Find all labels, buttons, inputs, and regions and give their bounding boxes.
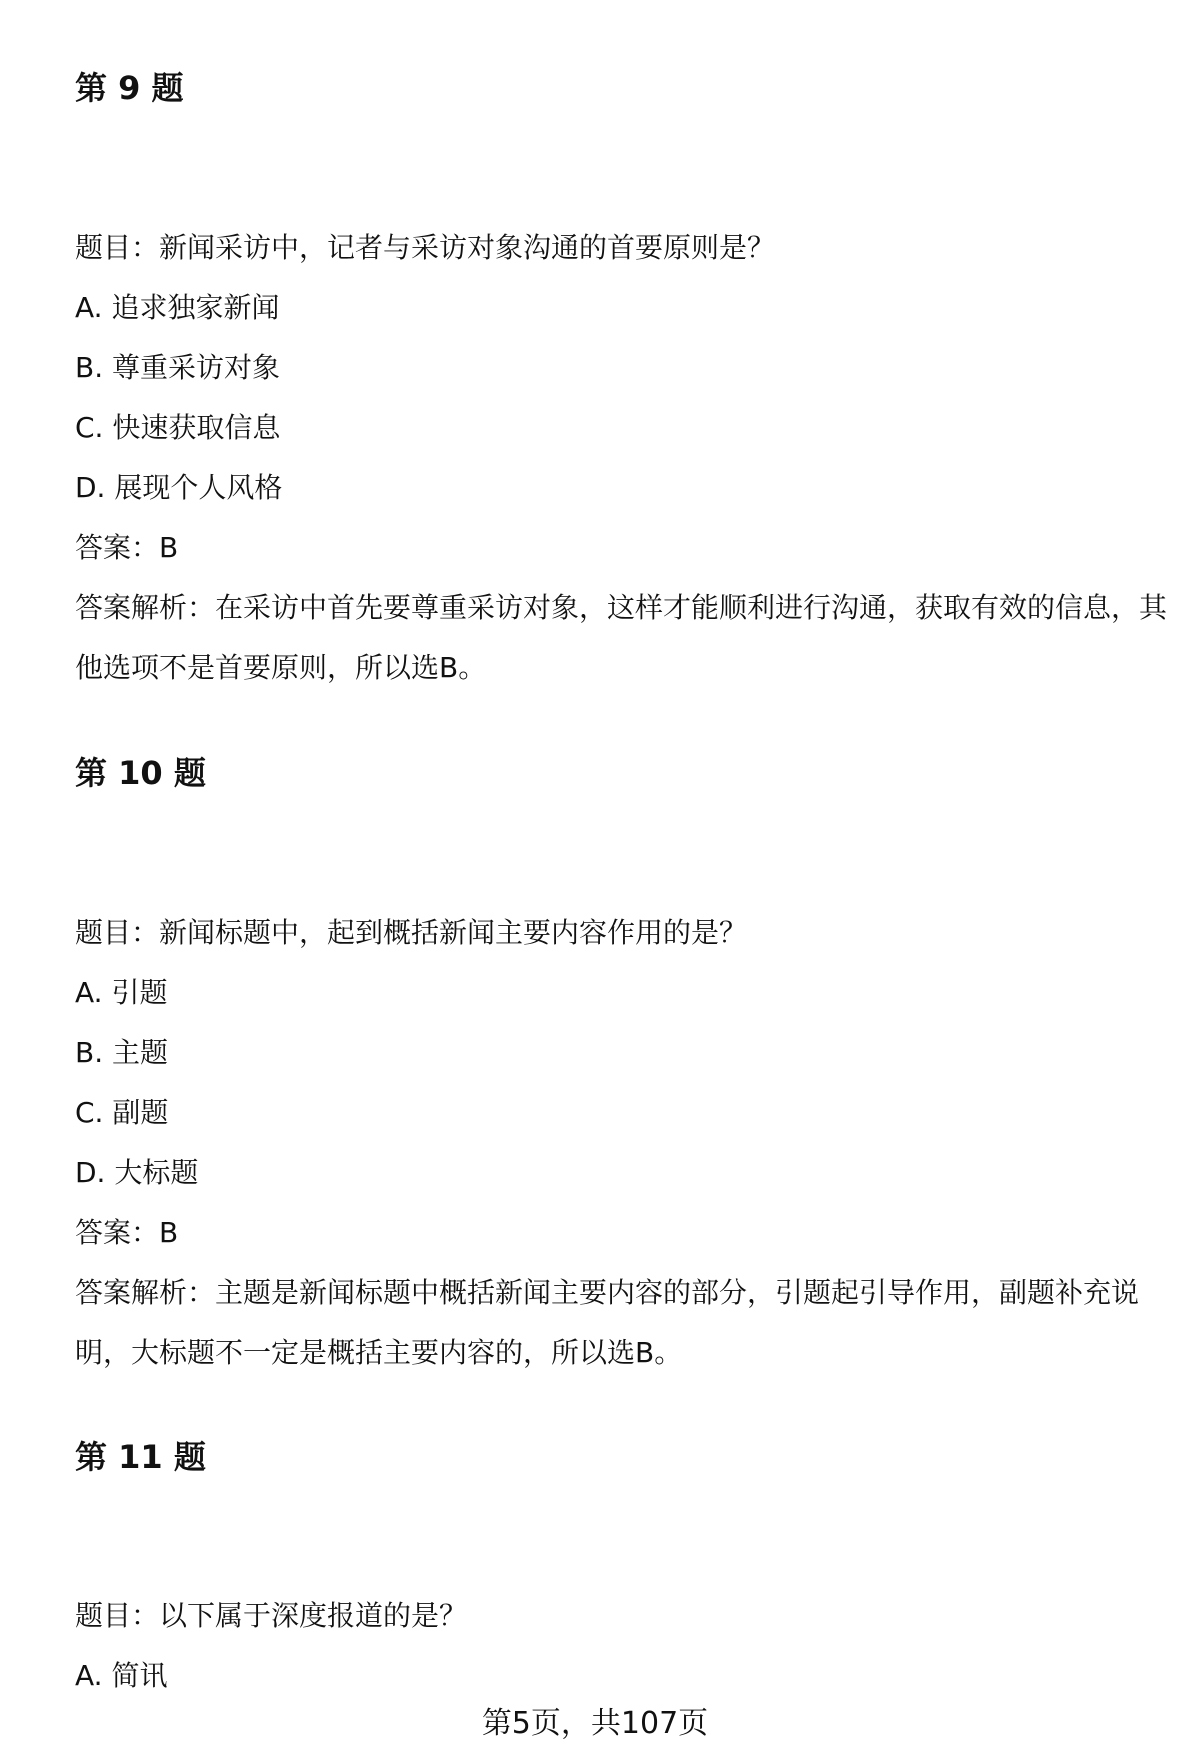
question-9-stem: 题目：新闻采访中，记者与采访对象沟通的首要原则是？ bbox=[75, 231, 776, 264]
question-10-option-a: A. 引题 bbox=[75, 976, 168, 1009]
question-10-title: 第 10 题 bbox=[75, 754, 206, 792]
question-9-answer: 答案：B bbox=[75, 531, 179, 564]
question-9-option-c: C. 快速获取信息 bbox=[75, 411, 281, 444]
question-10-analysis: 答案解析：主题是新闻标题中概括新闻主要内容的部分，引题起引导作用，副题补充说明，大标题不一定是概括主要内容的，所以选B。 bbox=[75, 1276, 1140, 1369]
question-9-option-b: B. 尊重采访对象 bbox=[75, 351, 281, 384]
question-11-option-a: A. 简讯 bbox=[75, 1659, 168, 1692]
question-11-stem: 题目：以下属于深度报道的是？ bbox=[75, 1599, 468, 1632]
question-9-analysis: 答案解析：在采访中首先要尊重采访对象，这样才能顺利进行沟通，获取有效的信息，其他选项不是首要原则，所以选B。 bbox=[75, 591, 1168, 684]
question-9-title: 第 9 题 bbox=[75, 69, 184, 107]
question-10-option-b: B. 主题 bbox=[75, 1036, 169, 1069]
question-10-option-c: C. 副题 bbox=[75, 1096, 169, 1129]
question-9-option-a: A. 追求独家新闻 bbox=[75, 291, 280, 324]
page-number-footer: 第5页，共107页 bbox=[481, 1706, 709, 1741]
question-9-option-d: D. 展现个人风格 bbox=[75, 471, 283, 504]
question-11-title: 第 11 题 bbox=[75, 1438, 206, 1476]
question-10-answer: 答案：B bbox=[75, 1216, 179, 1249]
question-10-stem: 题目：新闻标题中，起到概括新闻主要内容作用的是？ bbox=[75, 916, 748, 949]
question-10-option-d: D. 大标题 bbox=[75, 1156, 199, 1189]
